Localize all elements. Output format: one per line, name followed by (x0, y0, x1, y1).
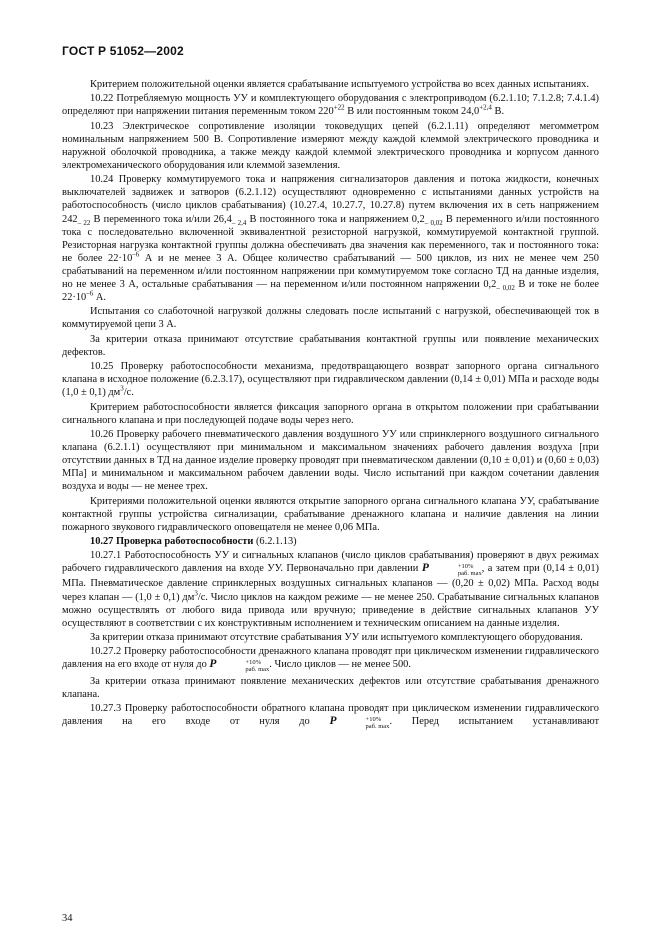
body-text (62, 78, 599, 731)
paragraph: За критерии отказа принимают отсутствие срабатывания УУ или испытуемого комплектующего оборудования. (90, 632, 583, 643)
paragraph: За критерии отказа принимают появление механических дефектов или отсутствие срабатывания дренажного клапана. (62, 675, 599, 700)
paragraph-10-27-1: 10.27.1 Работоспособность УУ и сигнальных клапанов (число циклов срабатывания) проверяют в двух режимах рабочего гидравлического давления на входе УУ. Первоначально при давлении P +10% раб. max , а затем при (0,14 ± 0,01) МПа. Пневматическое давление спринклерных воздушных сигнальных клапанов — (0,20 ± 0,02) МПа. Расход воды через клапан — (1,0 ± 0,1) $дм^3/с$. Число циклов на каждом режиме — не менее 250. Срабатывание сигнальных клапанов можно осуществлять от любого вида привода или вручную; приведение в действие сигнальных клапанов УУ осуществляют в соответствии с их конструктивным исполнением и техническим описанием на данные изделия. (62, 550, 600, 629)
pressure-index: +10% раб. max (365, 716, 390, 731)
paragraph-10-24: 10.24 Проверку коммутируемого тока и напряжения сигнализаторов давления и потока жидкости, конечных выключателей задвижек и затворов (6.2.1.12) осуществляют одновременно с испытаниями данных устройств на работоспособность (число циклов срабатывания) (10.27.4, 10.27.7, 10.27.8) путем включения их в сеть напряжением $242_{- 22}$ В переменного тока и/или $26,4_{- 2,4}$ В постоянного тока и напряжением $0,2_{- 0,02}$ В переменного и/или постоянного тока с последовательно включенной эквивалентной резисторной нагрузкой, коммутируемой контактной группой. Резисторная нагрузка контактной группы должна обеспечивать два значения как переменного, так и постоянного тока: не более $22\cdot 10^{-6}$ А и не менее 3 А. Общее количество срабатываний — 500 циклов, из них не менее чем 250 срабатываний на переменном и/или постоянном напряжении при коммутируемом токе согласно ТД на данные изделия, но не менее 3 А, остальные срабатывания — на переменном и/или постоянном напряжении $0,2_{- 0,02}$ В и токе не более $22\cdot 10^{-6}$ А. (62, 174, 600, 304)
paragraph-10-26: 10.26 Проверку рабочего пневматического давления воздушного УУ или спринклерного воздушного сигнального клапана (6.2.1.1) осуществляют при минимальном и максимальном значениях рабочего давления воздуха [при отсутствии данных в ТД на данное изделие проверку проводят при пневматическом давлении (0,10 ± 0,01) и (0,60 ± 0,03) МПа] и минимальном и максимальном рабочем давлении воды. Число испытаний при каждом сочетании давления воздуха и воды — не менее трех. (62, 428, 599, 493)
pressure-symbol: P (329, 715, 337, 728)
paragraph-10-27-3: 10.27.3 Проверку работоспособности обратного клапана проводят при циклическом изменении гидравлического давления на его входе от нуля до P +10% раб. max . Перед испытанием устанавливают (62, 702, 600, 731)
paragraph-10-25: 10.25 Проверку работоспособности механизма, предотвращающего возврат запорного органа сигнального клапана в исходное положение (6.2.3.17), осуществляют при гидравлическом давлении (0,14 ± 0,01) МПа и расходе воды (1,0 ± 0,1) $дм^3/с$. (62, 361, 599, 399)
pressure-symbol: P (421, 562, 429, 575)
paragraph: Критерием положительной оценки является срабатывание испытуемого устройства во всех данных испытаниях. (90, 79, 589, 90)
pressure-index: +10% раб. max (457, 563, 482, 578)
paragraph: Испытания со слаботочной нагрузкой должны следовать после испытаний с нагрузкой, обеспечивающей ток в коммутируемой цепи 3 А. (62, 306, 599, 331)
pressure-symbol: P (209, 658, 217, 671)
standard-header: ГОСТ Р 51052—2002 (62, 44, 184, 58)
paragraph-10-23: 10.23 Электрическое сопротивление изоляции токоведущих цепей (6.2.1.11) определяют мегомметром номинальным напряжением 500 В. Сопротивление измеряют между каждой клеммой электрического проводника и наружной оболочкой проводника, а также между каждой клеммой электрического проводника и корпусом данного электромеханического оборудования или клеммой заземления. (62, 120, 599, 171)
paragraph: Критерием работоспособности является фиксация запорного органа в открытом положении при срабатывании сигнального клапана и при последующей подаче воды через него. (62, 401, 599, 426)
section-heading-10-27: 10.27 Проверка работоспособности (6.2.1.13) (90, 536, 297, 548)
paragraph: Критериями положительной оценки являются открытие запорного органа сигнального клапана УУ, срабатывание контактной группы устройства сигнализации, срабатывание дренажного клапана и наличие давления на линии пожарного звукового гидравлического оповещателя не менее 0,06 МПа. (62, 495, 599, 533)
paragraph-10-22: 10.22 Потребляемую мощность УУ и комплектующего оборудования с электроприводом (6.2.1.10; 7.1.2.8; 7.4.1.4) определяют при напряжении питания переменным током $220^{+22}$ В или постоянным током $24,0^{+2,4}$ В. (62, 93, 599, 118)
page-number: 34 (62, 913, 73, 924)
paragraph-10-27-2: 10.27.2 Проверку работоспособности дренажного клапана проводят при циклическом изменении гидравлического давления на его входе от нуля до P +10% раб. max . Число циклов — не менее 500. (62, 646, 599, 674)
pressure-index: +10% раб. max (245, 659, 270, 674)
paragraph: За критерии отказа принимают отсутствие срабатывания контактной группы или появление механических дефектов. (62, 333, 599, 358)
